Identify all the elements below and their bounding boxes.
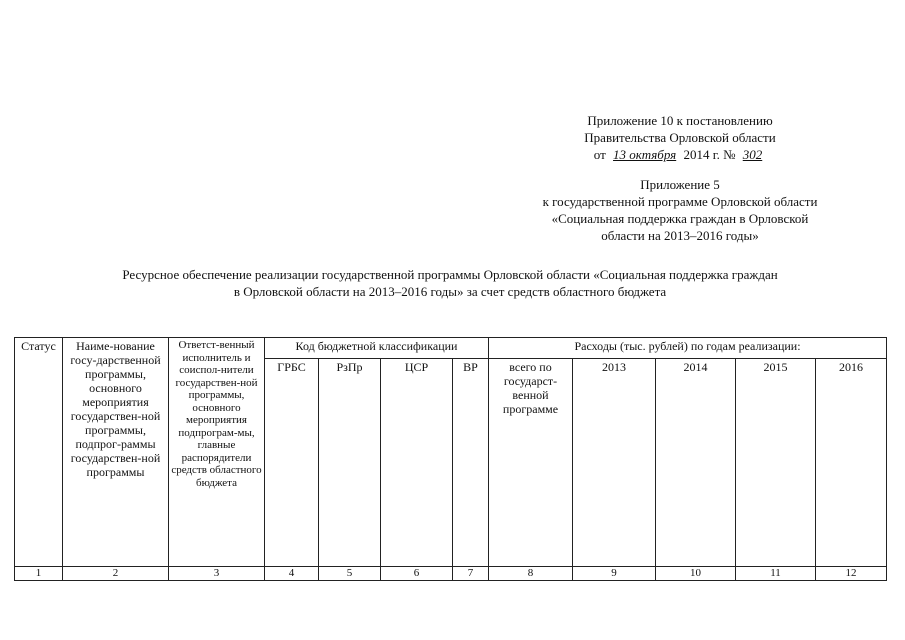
header-budget-code: Код бюджетной классификации xyxy=(265,338,489,359)
header-rzpr: РзПр xyxy=(319,359,381,567)
header-expenses: Расходы (тыс. рублей) по годам реализации: xyxy=(489,338,887,359)
header-vr: ВР xyxy=(453,359,489,567)
document-title xyxy=(30,266,870,300)
header-csr: ЦСР xyxy=(381,359,453,567)
date-prefix: от xyxy=(593,147,606,162)
header-status: Статус xyxy=(15,338,63,567)
column-number: 10 xyxy=(656,567,736,581)
appendix-10-line1: Приложение 10 к постановлению xyxy=(587,113,773,128)
document-title-line2: в Орловской области на 2013–2016 годы» за счет средств областного бюджета xyxy=(233,284,667,299)
header-2014: 2014 xyxy=(656,359,736,567)
appendix-10-header xyxy=(530,112,830,163)
resource-table xyxy=(14,337,887,581)
column-number: 5 xyxy=(319,567,381,581)
column-number: 11 xyxy=(736,567,816,581)
appendix-5-line1: Приложение 5 xyxy=(640,177,720,192)
table-header-row xyxy=(15,338,887,359)
column-number: 4 xyxy=(265,567,319,581)
appendix-10-date-line xyxy=(530,146,830,163)
handwritten-date: 13 октября xyxy=(613,147,677,162)
column-number-row xyxy=(15,567,887,581)
column-number: 12 xyxy=(816,567,887,581)
header-2013: 2013 xyxy=(573,359,656,567)
header-2015: 2015 xyxy=(736,359,816,567)
header-name: Наиме-нование госу-дарственной программы, основного мероприятия государствен-ной программы, подпрог-раммы государствен-ной программы xyxy=(63,338,169,567)
appendix-5-line3: «Социальная поддержка граждан в Орловской xyxy=(551,211,809,226)
handwritten-number: 302 xyxy=(742,147,763,162)
appendix-10-line2: Правительства Орловской области xyxy=(584,130,776,145)
column-number: 1 xyxy=(15,567,63,581)
header-2016: 2016 xyxy=(816,359,887,567)
header-responsible: Ответст-венный исполнитель и соиспол-нители государствен-ной программы, основного мероприятия подпрограм-мы, главные распорядители средств областного бюджета xyxy=(169,338,265,567)
appendix-5-line4: области на 2013–2016 годы» xyxy=(601,228,759,243)
column-number: 7 xyxy=(453,567,489,581)
appendix-5-line2: к государственной программе Орловской области xyxy=(542,194,818,209)
column-number: 9 xyxy=(573,567,656,581)
column-number: 3 xyxy=(169,567,265,581)
header-grbs: ГРБС xyxy=(265,359,319,567)
column-number: 2 xyxy=(63,567,169,581)
column-number: 8 xyxy=(489,567,573,581)
date-year: 2014 г. № xyxy=(683,147,736,162)
appendix-5-header xyxy=(500,176,860,244)
column-number: 6 xyxy=(381,567,453,581)
header-total: всего по государст-венной программе xyxy=(489,359,573,567)
document-title-line1: Ресурсное обеспечение реализации государственной программы Орловской области «Социальная поддержка граждан xyxy=(122,267,778,282)
